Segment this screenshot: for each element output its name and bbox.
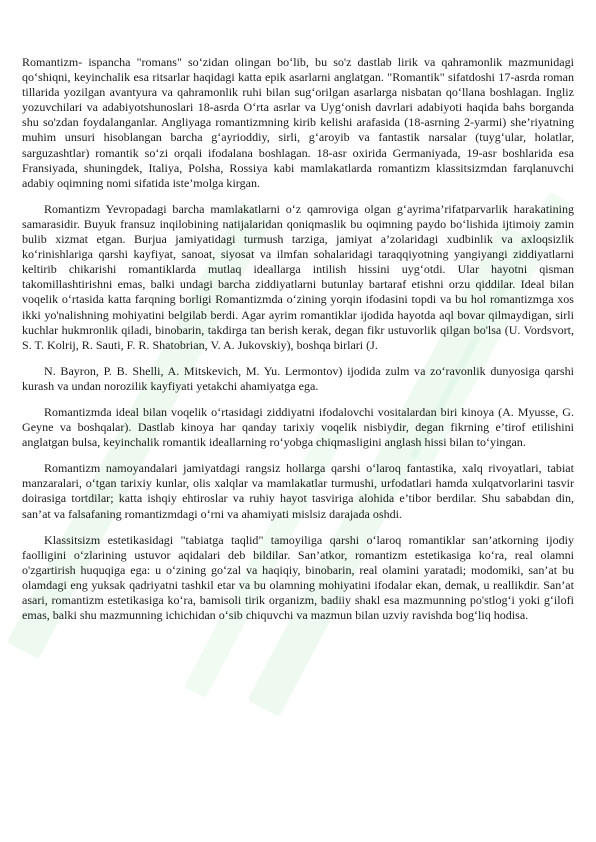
paragraph: Romantizm- ispancha "romans" so‘zidan olingan bo‘lib, bu so'z dastlab lirik va qahramonlik mazmunidagi qo‘shiqni, keyinchalik esa ritsarlar haqidagi katta epik asarlarni anglatgan. "Romantik" sifatdoshi 17-asrda roman tillarida yozilgan avantyura va qahramonlik ruhi bilan sug‘orilgan asarlarga nisbatan qo‘llana boshlagan. Ingliz yozuvchilari va adabiyotshunoslari 18-asrda O‘rta asrlar va Uyg‘onish davrlari adabiyoti haqida bahs borganda shu so'zdan foydalanganlar. Angliyaga romantizmning kirib kelishi arafasida (18-asrning 2-yarmi) she’riyatning muhim unsuri hisoblangan barcha g‘ayrioddiy, sirli, g‘aroyib va fantastik narsalar (tuyg‘ular, holatlar, sarguzashtlar) romantik so‘zi orqali ifodalana boshlagan. 18-asr oxirida Germaniyada, 19-asr boshlarida esa Fransiyada, shuningdek, Italiya, Polsha, Rossiya kabi mamlakatlarda romantizm klassitsizmdan farqlanuvchi adabiy oqimning nomi sifatida iste’molga kirgan. xyxy=(22,55,574,190)
paragraph: Romantizm Yevropadagi barcha mamlakatlarni o‘z qamroviga olgan g‘ayrima’rifatparvarlik harakatining samarasidir. Buyuk fransuz inqilobining natijalaridan qoniqmaslik bu oqimning paydo bo‘lishida ijtimoiy zamin bulib xizmat etgan. Burjua jamiyatidagi turmush tarziga, jamiyat a’zolaridagi xudbinlik va axloqsizlik ko‘rinishlariga qarshi kayfiyat, sanoat, siyosat va ilmfan sohalaridagi taraqqiyotning yangiyangi ziddiyatlarni keltirib chikarishi romantiklarda mutlaq ideallarga intilish hissini uyg‘otdi. Ular hayotni qisman takomillashtirishni emas, balki undagi barcha ziddiyatlarni butunlay bartaraf etishni orzu qiddilar. Ideal bilan voqelik o‘rtasida katta farqning borligi Romantizmda o‘zining yorqin ifodasini topdi va bu hol romantizmga xos ikki yo'nalishning mohiyatini belgilab berdi. Agar ayrim romantiklar ijodida hayotda aql bovar qilmaydigan, sirli kuchlar hukmronlik qiladi, binobarin, takdirga tan berish kerak, degan fikr ustuvorlik qilgan bo'lsa (U. Vordsvort, S. T. Kolrij, R. Sauti, F. R. Shatobrian, V. A. Jukovskiy), boshqa birlari (J. xyxy=(22,201,574,352)
paragraph: Klassitsizm estetikasidagi "tabiatga taqlid" tamoyiliga qarshi o‘laroq romantiklar san’atkorning ijodiy faolligini o‘zlarining ustuvor aqidalari deb bildilar. San’atkor, romantizm estetikasiga ko‘ra, real olamni o'zgartirish huquqiga ega: u o‘zining go‘zal va haqiqiy, binobarin, real olamini yaratadi; modomiki, san’at bu olamdagi eng yuksak qadriyatni tashkil etar va bu olamning mohiyatini ifodalar ekan, demak, u reallikdir. San’at asari, romantizm estetikasiga ko‘ra, bamisoli tirik organizm, badiiy shakl esa mazmunning po'stlog‘i yoki g‘ilofi emas, balki shu mazmunning ichichidan o‘sib chiquvchi va mazmun bilan uzviy ravishda bog‘liq hodisa. xyxy=(22,532,574,623)
paragraph: Romantizmda ideal bilan voqelik o‘rtasidagi ziddiyatni ifodalovchi vositalardan biri kinoya (A. Myusse, G. Geyne va boshqalar). Dastlab kinoya har qanday tarixiy voqelik nisbiydir, degan fikrning e’tirof etilishini anglatgan bulsa, keyinchalik romantik ideallarning ro‘yobga chiqmasligini anglash hissi bilan to‘yingan. xyxy=(22,404,574,450)
paragraph: N. Bayron, P. B. Shelli, A. Mitskevich, M. Yu. Lermontov) ijodida zulm va zo‘ravonlik dunyosiga qarshi kurash va undan norozilik kayfiyati yetakchi ahamiyatga ega. xyxy=(22,363,574,393)
paragraph: Romantizm namoyandalari jamiyatdagi rangsiz hollarga qarshi o‘laroq fantastika, xalq rivoyatlari, tabiat manzaralari, o‘tgan tarixiy kunlar, olis xalqlar va mamlakatlar turmushi, urfodatlari hamda xulqatvorlarini tasvir doirasiga tortdilar; katta ishqiy ehtiroslar va ruhiy hayot tasviriga alohida e’tibor berdilar. Shu sababdan din, san’at va falsafaning romantizmdagi o‘rni va ahamiyati mislsiz darajada oshdi. xyxy=(22,461,574,521)
document-page xyxy=(22,55,574,634)
